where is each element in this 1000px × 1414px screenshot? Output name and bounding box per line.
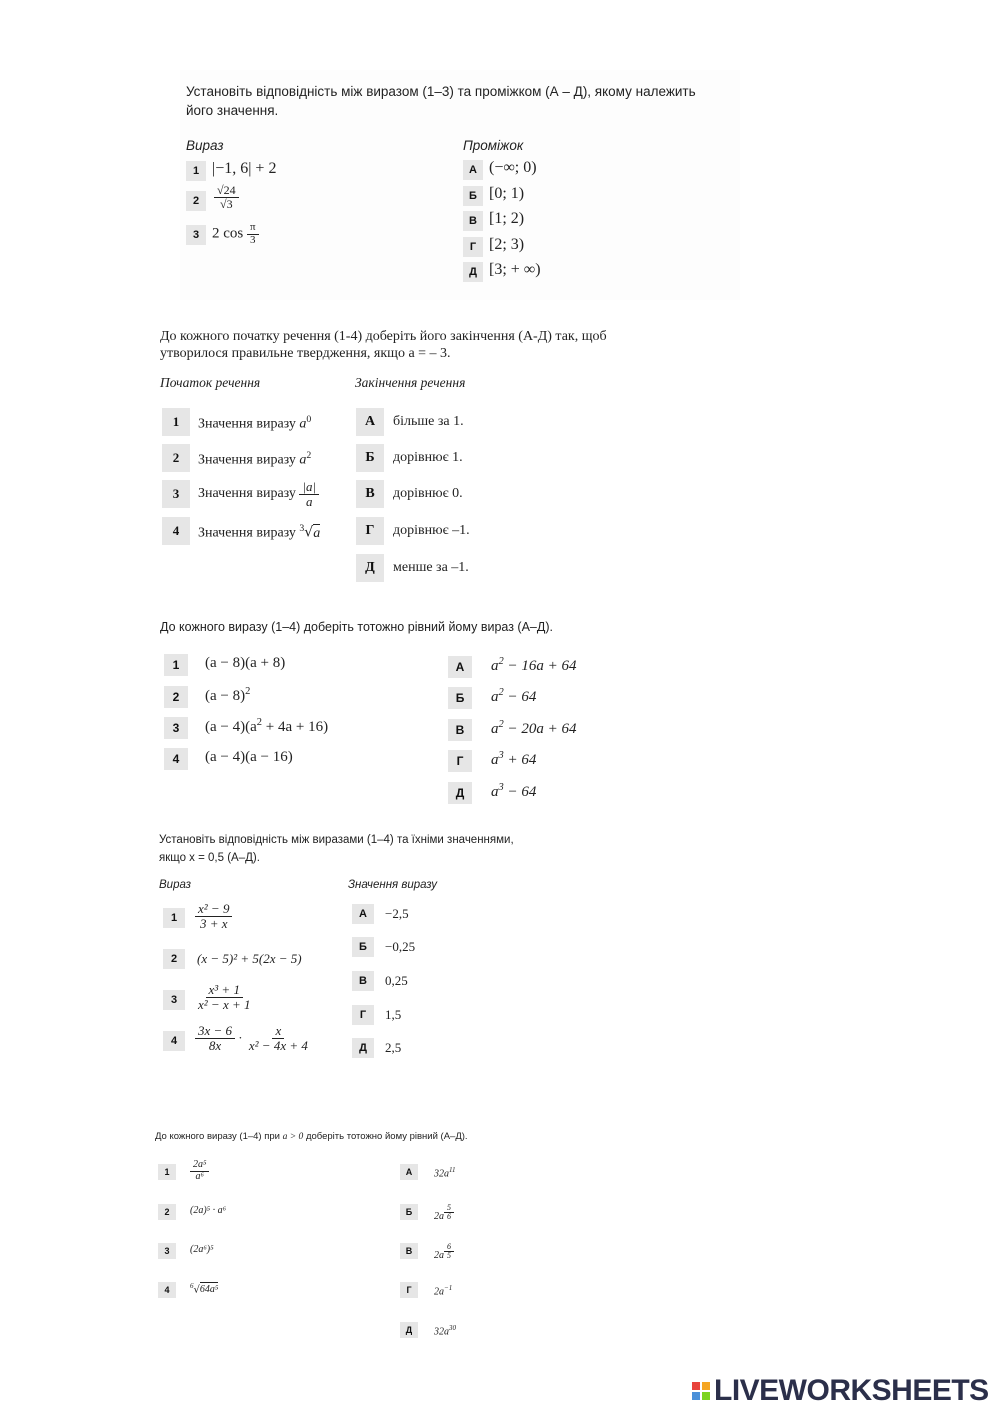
fraction-denominator: a: [305, 493, 313, 509]
task-5-left-expr-2: (2a)⁵ · a⁶: [190, 1205, 227, 1216]
expr-rest: − 64: [503, 784, 537, 800]
fraction-denominator: 3 + x: [199, 915, 228, 931]
task-1-right-header: Проміжок: [463, 138, 524, 153]
expr-rest: − 16a + 64: [503, 658, 577, 674]
task-3-left-expr-3: [205, 717, 328, 736]
exp-denominator: 6: [447, 1212, 451, 1222]
exp-numerator: 5: [444, 1204, 454, 1213]
task-4-left-label-3: 3: [163, 990, 185, 1010]
task-3-left-label-3: 3: [164, 717, 188, 739]
fraction-denominator: x² − x + 1: [198, 996, 251, 1012]
task-2-left-label-2: 2: [162, 444, 190, 472]
task-3-left-expr-2: [205, 686, 250, 705]
expr-base: a: [491, 784, 499, 800]
task-2-left-item-4: [198, 523, 320, 542]
task-1-left-header: Вираз: [186, 138, 224, 153]
task-5-left-label-2: 2: [158, 1204, 176, 1220]
task-2-right-label-a: А: [356, 408, 384, 436]
task-5-left-label-4: 4: [158, 1282, 176, 1298]
task-4-right-header: Значення виразу: [348, 879, 438, 891]
task-2-instruction-line2: утворилося правильне твердження, якщо a = – 3.: [160, 346, 451, 361]
task-2-left-item-1: [198, 414, 311, 433]
task-2-right-header: Закінчення речення: [355, 375, 466, 390]
item-var: a: [299, 416, 307, 432]
instruction-condition: a > 0: [282, 1132, 304, 1142]
logo-square-green: [702, 1392, 710, 1400]
task-4-right-text-d: 1,5: [385, 1007, 402, 1022]
item-sup: 2: [306, 450, 312, 461]
task-3-right-expr-a: [491, 656, 577, 675]
task-4-left-label-1: 1: [163, 908, 185, 928]
task-3-right-label-b: Б: [448, 687, 472, 709]
task-4-left-header: Вираз: [159, 879, 191, 891]
root-index: 3: [299, 523, 305, 534]
fraction-denominator: 8x: [208, 1037, 222, 1053]
expr-base: a: [491, 752, 499, 768]
logo-square-red: [692, 1382, 700, 1390]
task-4-instruction-line2: якщо x = 0,5 (А–Д).: [159, 852, 260, 864]
task-1-right-label-e: Д: [463, 262, 483, 282]
task-2-right-label-b: Б: [356, 444, 384, 472]
item-sup: 0: [306, 414, 312, 425]
expr-base: a: [491, 658, 499, 674]
task-5-left-expr-3: (2a⁶)⁵: [190, 1244, 214, 1255]
task-1-left-label-3: 3: [186, 225, 206, 245]
expr-rest: + 64: [503, 752, 537, 768]
task-2-right-label-d: Г: [356, 517, 384, 545]
logo-text: LIVEWORKSHEETS: [714, 1374, 989, 1407]
task-5-right-expr-b: [434, 1204, 454, 1222]
expr-base: 32a: [434, 1326, 449, 1338]
liveworksheets-logo[interactable]: [692, 1374, 989, 1408]
task-1-left-expr-2: [214, 184, 239, 210]
expr-sup: 3: [498, 750, 504, 761]
fraction-numerator: x² − 9: [195, 902, 232, 917]
task-1-right-label-d: Г: [463, 237, 483, 257]
item-text: Значення виразу: [198, 416, 296, 432]
task-1-instruction-line2: його значення.: [186, 103, 279, 118]
expr-base: a: [491, 721, 499, 737]
expr-base: 2a: [434, 1249, 444, 1261]
instruction-post: доберіть тотожно йому рівний (А–Д).: [305, 1131, 468, 1142]
task-4-left-label-4: 4: [163, 1031, 185, 1051]
task-4-right-text-c: 0,25: [385, 973, 408, 988]
task-1-right-label-b: Б: [463, 186, 483, 206]
expr-sup: 11: [449, 1166, 456, 1174]
task-1-instruction-line1: Установіть відповідність між виразом (1–3) та проміжком (А – Д), якому належить: [186, 84, 696, 99]
task-5-right-label-d: Г: [400, 1282, 418, 1298]
item-text: Значення виразу: [198, 486, 296, 502]
task-1-right-expr-e: [3; + ∞): [489, 261, 541, 278]
task-1-right-expr-d: [2; 3): [489, 236, 525, 253]
fraction-numerator: √24: [214, 184, 239, 198]
task-3-left-expr-1: (a − 8)(a + 8): [205, 655, 286, 671]
task-2-right-text-c: дорівнює 0.: [393, 486, 463, 501]
fraction-numerator: |a|: [299, 480, 319, 495]
item-var: a: [299, 452, 307, 468]
fraction-numerator: π: [247, 222, 259, 235]
fraction-denominator: x² − 4x + 4: [248, 1037, 308, 1053]
task-3-right-expr-d: [491, 750, 536, 769]
task-1-left-label-1: 1: [186, 161, 206, 181]
multiply-dot: ·: [238, 1030, 243, 1046]
task-5-right-expr-c: [434, 1243, 454, 1261]
task-3-right-label-c: В: [448, 719, 472, 741]
instruction-pre: До кожного виразу (1–4) при: [155, 1131, 280, 1142]
task-2-right-label-c: В: [356, 480, 384, 508]
fraction-numerator: 2a⁵: [190, 1160, 209, 1172]
fraction-numerator: 3x − 6: [195, 1024, 235, 1039]
task-3-left-label-4: 4: [164, 748, 188, 770]
expr-base: 2a: [434, 1210, 444, 1222]
task-5-right-label-c: В: [400, 1243, 418, 1259]
task-4-left-expr-2: (x − 5)² + 5(2x − 5): [197, 951, 302, 966]
task-2-left-label-1: 1: [162, 408, 190, 436]
task-2-left-item-2: [198, 450, 311, 469]
fraction-denominator: 3: [250, 233, 256, 246]
expr-base: 2a: [434, 1286, 444, 1298]
fraction-numerator: x³ + 1: [206, 983, 243, 998]
task-1-right-expr-c: [1; 2): [489, 210, 525, 227]
task-5-left-expr-4: [190, 1282, 218, 1295]
item-text: Значення виразу: [198, 452, 296, 468]
item-text: Значення виразу: [198, 525, 296, 541]
task-3-left-label-1: 1: [164, 654, 188, 676]
task-3-right-expr-e: [491, 782, 536, 801]
expr-sup: 2: [498, 719, 504, 730]
task-3-right-label-e: Д: [448, 782, 472, 804]
task-2-left-header: Початок речення: [160, 375, 261, 390]
expr-sup: 2: [498, 687, 504, 698]
expr-sup: 2: [256, 717, 263, 728]
item-var: a: [313, 525, 321, 541]
task-1-right-expr-a: (−∞; 0): [489, 159, 537, 176]
task-4-left-expr-1: [195, 902, 232, 930]
task-3-right-expr-b: [491, 687, 536, 706]
task-1-right-label-c: В: [463, 211, 483, 231]
expr-rest: − 20a + 64: [503, 721, 577, 737]
task-5-right-expr-e: [434, 1324, 456, 1337]
expr-rest: − 64: [503, 689, 537, 705]
task-2-right-text-a: більше за 1.: [393, 414, 464, 429]
task-4-left-label-2: 2: [163, 949, 185, 969]
expr-part1: (a − 4)(a: [205, 719, 257, 735]
task-3-instruction: До кожного виразу (1–4) доберіть тотожно рівний йому вираз (А–Д).: [160, 620, 553, 634]
expr-base: 32a: [434, 1168, 449, 1180]
task-4-right-label-e: Д: [352, 1038, 374, 1058]
task-5-right-expr-a: [434, 1166, 455, 1179]
task-5-left-expr-1: [190, 1160, 209, 1182]
task-2-right-text-e: менше за –1.: [393, 560, 469, 575]
logo-squares-icon: [692, 1382, 710, 1400]
task-4-right-label-c: В: [352, 971, 374, 991]
task-1-left-expr-3: [212, 222, 259, 246]
expr-part2: + 4a + 16): [262, 719, 329, 735]
task-4-right-text-b: −0,25: [385, 939, 416, 954]
task-1-right-label-a: А: [463, 160, 483, 180]
task-3-left-label-2: 2: [164, 686, 188, 708]
task-5-left-label-1: 1: [158, 1164, 176, 1180]
task-4-right-text-e: 2,5: [385, 1040, 402, 1055]
task-2-left-label-3: 3: [162, 480, 190, 508]
task-4-right-text-a: −2,5: [385, 906, 409, 921]
task-3-left-expr-4: (a − 4)(a − 16): [205, 749, 293, 765]
expr-base: a: [491, 689, 499, 705]
task-1-left-label-2: 2: [186, 191, 206, 211]
task-2-right-label-e: Д: [356, 554, 384, 582]
expr-body: (a − 8): [205, 688, 246, 704]
cos-prefix: 2 cos: [212, 225, 244, 242]
expr-sup: 3: [498, 782, 504, 793]
task-5-left-label-3: 3: [158, 1243, 176, 1259]
task-2-left-label-4: 4: [162, 517, 190, 545]
task-2-left-item-3: [198, 480, 319, 508]
root-index: 6: [190, 1282, 194, 1290]
root-body: 64a⁵: [199, 1284, 219, 1296]
task-4-left-expr-4: [195, 1024, 311, 1052]
task-5-right-label-a: А: [400, 1164, 418, 1180]
logo-square-orange: [702, 1382, 710, 1390]
expr-sup: 30: [449, 1324, 456, 1332]
task-4-right-label-a: А: [352, 904, 374, 924]
expr-sup: −1: [444, 1284, 453, 1292]
expr-sup: 2: [498, 656, 504, 667]
exp-denominator: 5: [447, 1251, 451, 1261]
logo-square-blue: [692, 1392, 700, 1400]
task-4-right-label-b: Б: [352, 937, 374, 957]
root-icon: √: [193, 1284, 200, 1296]
task-4-right-label-d: Г: [352, 1005, 374, 1025]
task-1-right-expr-b: [0; 1): [489, 185, 525, 202]
root-icon: √: [304, 524, 314, 541]
task-5-right-label-b: Б: [400, 1204, 418, 1220]
task-5-instruction: [155, 1131, 468, 1142]
task-3-right-label-a: А: [448, 656, 472, 678]
task-5-right-expr-d: [434, 1284, 452, 1297]
task-2-right-text-b: дорівнює 1.: [393, 450, 463, 465]
task-4-left-expr-3: [195, 983, 253, 1011]
task-5-right-label-e: Д: [400, 1322, 418, 1338]
fraction-denominator: √3: [220, 196, 233, 211]
fraction-denominator: a⁶: [195, 1170, 204, 1182]
task-1: [180, 70, 740, 300]
task-2-instruction-line1: До кожного початку речення (1-4) доберіть його закінчення (А-Д) так, щоб: [160, 329, 607, 344]
task-3-right-label-d: Г: [448, 750, 472, 772]
task-1-left-expr-1: |−1, 6| + 2: [212, 160, 277, 177]
task-3-right-expr-c: [491, 719, 577, 738]
expr-sup: 2: [245, 686, 251, 697]
fraction-numerator: x: [272, 1024, 284, 1039]
exp-numerator: 6: [444, 1243, 454, 1252]
task-4-instruction-line1: Установіть відповідність між виразами (1–4) та їхніми значеннями,: [159, 834, 514, 846]
task-2-right-text-d: дорівнює –1.: [393, 523, 470, 538]
